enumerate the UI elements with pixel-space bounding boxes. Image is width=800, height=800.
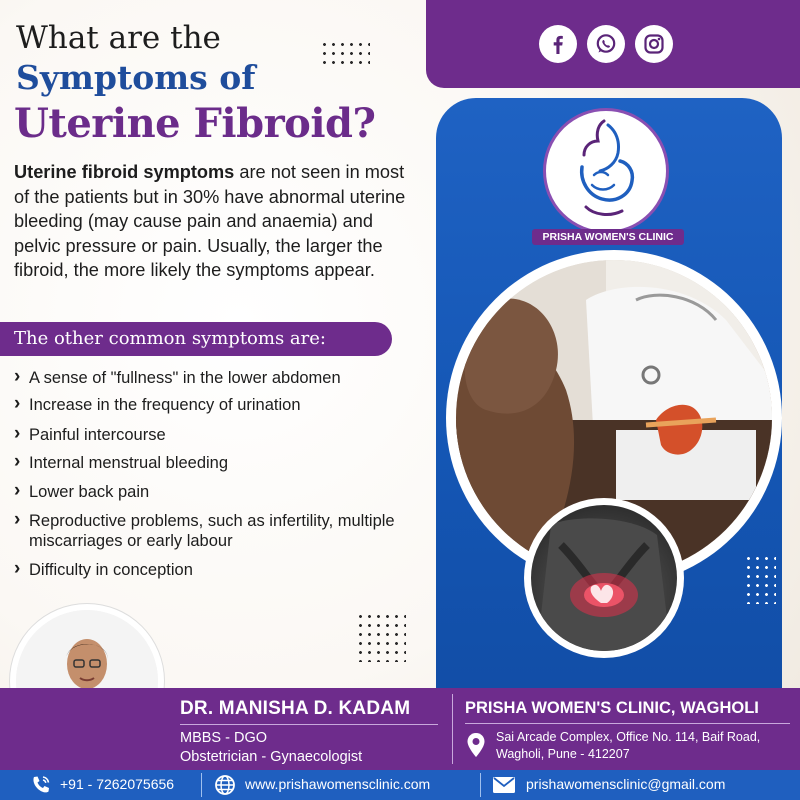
intro-paragraph (14, 160, 414, 283)
footer-divider (452, 694, 453, 764)
contact-website[interactable]: www.prishawomensclinic.com (245, 776, 431, 792)
clinic-logo (543, 108, 669, 234)
list-item: › Internal menstrual bleeding (14, 453, 424, 473)
whatsapp-button[interactable] (587, 25, 625, 63)
intro-text: are not seen in most of the patients but in 30% have abnormal uterine bleeding (may cause pain and anaemia) and pelvic pressure or pain. Usually, the larger the fibroid, the more likely the symptoms appear. (14, 162, 406, 280)
clinic-address-line-1: Sai Arcade Complex, Office No. 114, Baif Road, (496, 730, 761, 744)
mother-baby-logo-icon (546, 111, 666, 231)
phone-icon (30, 774, 52, 796)
decorative-dots-middle (356, 612, 406, 662)
symptoms-subheading-bar (0, 322, 392, 356)
location-pin-icon (466, 732, 486, 758)
doctor-name: DR. MANISHA D. KADAM (180, 698, 411, 719)
doctor-divider (180, 724, 438, 725)
doctor-role: Obstetrician - Gynaecologist (180, 749, 363, 765)
symptom-list (14, 368, 424, 580)
clinic-divider (465, 723, 790, 724)
contact-divider (480, 773, 481, 797)
contact-phone[interactable]: +91 - 7262075656 (60, 776, 175, 792)
facebook-icon (547, 33, 569, 55)
heading-line-3: Uterine Fibroid? (14, 100, 376, 147)
decorative-dots-right (744, 554, 776, 604)
back-pain-photo (531, 505, 677, 651)
facebook-button[interactable] (539, 25, 577, 63)
clinic-address-line-2: Wagholi, Pune - 412207 (496, 747, 630, 761)
list-item: › Lower back pain (14, 482, 424, 502)
symptoms-subheading: The other common symptoms are: (14, 328, 326, 349)
instagram-button[interactable] (635, 25, 673, 63)
intro-bold: Uterine fibroid symptoms (14, 162, 235, 182)
email-icon (492, 776, 516, 794)
clinic-logo-label: PRISHA WOMEN'S CLINIC (532, 229, 684, 245)
list-item: › Painful intercourse (14, 425, 424, 445)
heading-line-2: Symptoms of (16, 58, 256, 97)
list-item: › Difficulty in conception (14, 560, 424, 580)
list-item: › Increase in the frequency of urination (14, 395, 424, 415)
clinic-name: PRISHA WOMEN'S CLINIC, WAGHOLI (465, 699, 759, 717)
contact-divider (201, 773, 202, 797)
decorative-dots-top (320, 40, 370, 68)
list-item: › Reproductive problems, such as infertility, multiple miscarriages or early labour (14, 511, 414, 551)
lower-back-pain-image (531, 505, 677, 651)
globe-icon (214, 774, 236, 796)
list-item: › A sense of "fullness" in the lower abdomen (14, 368, 424, 388)
instagram-icon (643, 33, 665, 55)
contact-email[interactable]: prishawomensclinic@gmail.com (526, 776, 726, 792)
heading-line-1: What are the (16, 20, 221, 56)
whatsapp-icon (595, 33, 617, 55)
doctor-qualification: MBBS - DGO (180, 730, 268, 746)
